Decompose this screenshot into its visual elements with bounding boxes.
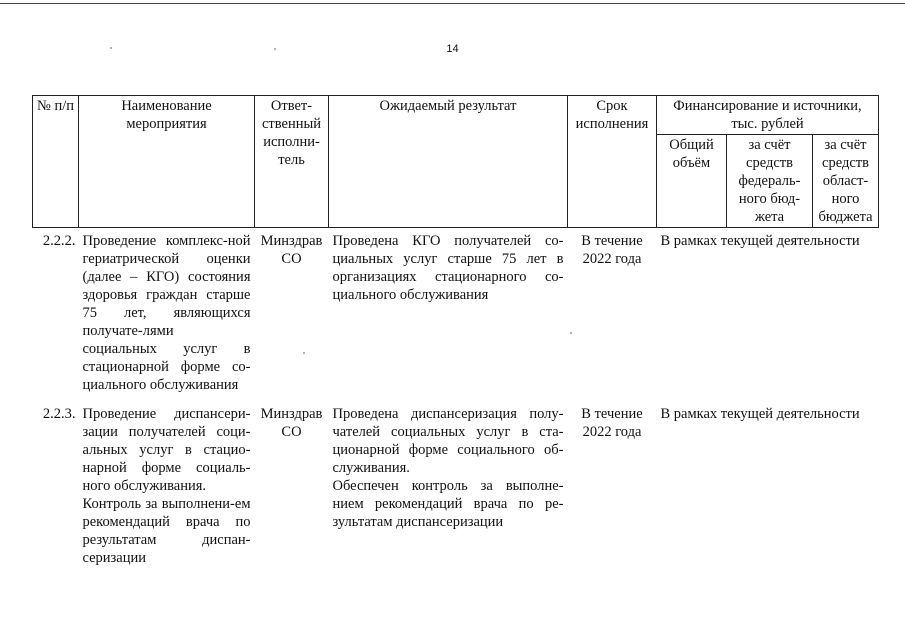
deadline: В течение 2022 года: [581, 233, 643, 267]
header-federal: за счёт средств федераль-ного бюд-жета: [727, 135, 813, 228]
header-total: Общий объём: [657, 135, 727, 228]
activities-table: [32, 95, 879, 568]
activity-name-text: Проведение диспансери-зации получателей соци-альных услуг в стацио-нарной форме социаль-ного обслуживания.: [82, 406, 251, 494]
header-name: Наименование мероприятия: [79, 96, 255, 228]
row-number: 2.2.3.: [42, 406, 76, 422]
activity-name: [79, 395, 255, 568]
financing-value: В рамках текущей деятельности: [660, 233, 860, 249]
header-num: № п/п: [33, 96, 79, 228]
expected-result-text: Обеспечен контроль за выполне-нием рекомендаций врача по ре-зультатам диспансеризации: [332, 478, 564, 530]
page-number: 14: [446, 43, 459, 55]
header-row: [33, 96, 879, 135]
header-financing: Финансирование и источники, тыс. рублей: [657, 96, 879, 135]
table-row: [33, 228, 879, 396]
activity-name-text: Контроль за выполнени-ем рекомендаций врача по результатам диспан-серизации: [82, 496, 251, 566]
activity-name-text: Проведение комплекс-ной гериатрической оценки (далее – КГО) состояния здоровья граждан старше 75 лет, являющихся получате-лями социальных услуг в стационарной форме со-циального обслуживания: [82, 233, 251, 393]
expected-result-text: Проведена КГО получателей со-циальных услуг старше 75 лет в организациях стационарного со-циального обслуживания: [332, 233, 564, 303]
responsible-executor: Минздрав СО: [260, 233, 323, 267]
header-regional: за счёт средств област-ного бюджета: [813, 135, 879, 228]
financing-value: В рамках текущей деятельности: [660, 406, 860, 422]
responsible-executor: Минздрав СО: [260, 406, 323, 440]
table-row: [33, 395, 879, 568]
scan-edge-line: [0, 3, 905, 4]
header-result: Ожидаемый результат: [329, 96, 568, 228]
row-number: 2.2.2.: [42, 233, 76, 249]
activity-name: [79, 228, 255, 396]
header-deadline: Срок исполнения: [568, 96, 657, 228]
expected-result-text: Проведена диспансеризация полу-чателей социальных услуг в ста-ционарной форме социального об-служивания.: [332, 406, 564, 476]
expected-result: [329, 395, 568, 568]
expected-result: [329, 228, 568, 396]
deadline: В течение 2022 года: [581, 406, 643, 440]
header-responsible: Ответ-ственный исполни-тель: [255, 96, 329, 228]
